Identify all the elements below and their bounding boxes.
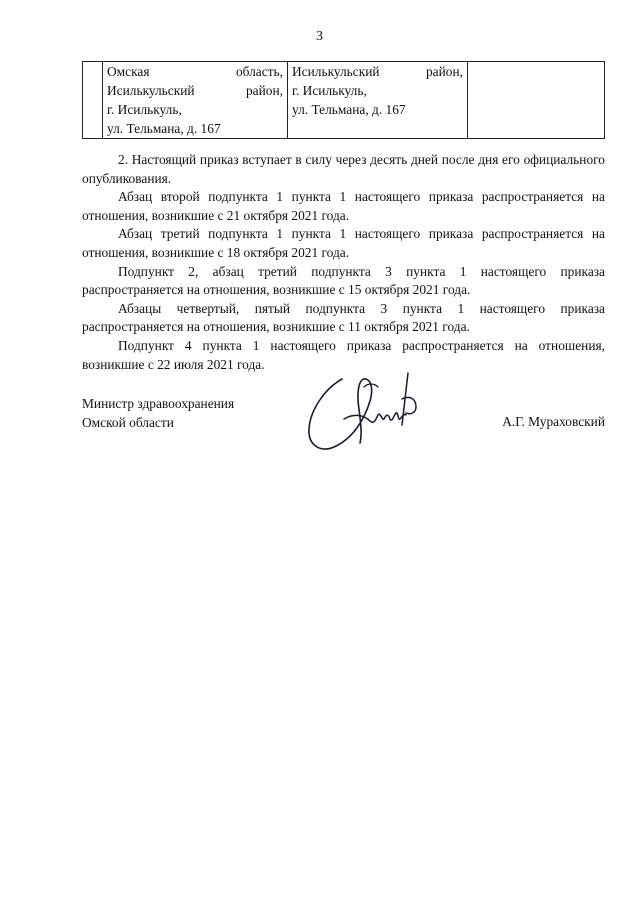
address-line: Омская область, xyxy=(107,64,283,79)
address-line: ул. Тельмана, д. 167 xyxy=(292,102,406,117)
signatory-title-line: Омской области xyxy=(82,414,174,430)
handwritten-signature-icon xyxy=(304,369,444,459)
address-line: Исилькульский район, xyxy=(107,83,283,98)
paragraph: Подпункт 4 пункта 1 настоящего приказа распространяется на отношения, возникшие с 22 июля 2021 года. xyxy=(82,337,605,372)
table-cell-address-full xyxy=(103,62,288,139)
paragraph: 2. Настоящий приказ вступает в силу через десять дней после дня его официального опубликования. xyxy=(82,152,605,186)
signatory-title-line: Министр здравоохранения xyxy=(82,396,235,411)
paragraph: Подпункт 2, абзац третий подпункта 3 пункта 1 настоящего приказа распространяется на отношения, возникшие с 15 октября 2021 года. xyxy=(82,263,605,298)
address-line: г. Исилькуль, xyxy=(107,102,182,117)
address-table xyxy=(82,61,605,139)
table-cell-empty xyxy=(468,62,605,139)
table-cell-number xyxy=(83,62,103,139)
document-body xyxy=(82,151,605,374)
signatory-title xyxy=(82,395,234,432)
address-line: ул. Тельмана, д. 167 xyxy=(107,121,221,136)
signatory-name: А.Г. Мураховский xyxy=(502,414,605,429)
paragraph: Абзац третий подпункта 1 пункта 1 настоящего приказа распространяется на отношения, возникшие с 18 октября 2021 года. xyxy=(82,226,605,260)
paragraph: Абзац второй подпункта 1 пункта 1 настоящего приказа распространяется на отношения, возникшие с 21 октября 2021 года. xyxy=(82,189,605,223)
signature-block xyxy=(82,395,605,465)
address-line: г. Исилькуль, xyxy=(292,83,367,98)
paragraph: Абзацы четвертый, пятый подпункта 3 пункта 1 настоящего приказа распространяется на отношения, возникшие с 11 октября 2021 года. xyxy=(82,300,605,335)
table-row xyxy=(83,62,605,139)
table-cell-address-short xyxy=(288,62,468,139)
page-number: 3 xyxy=(316,29,323,44)
address-line: Исилькульский район, xyxy=(292,64,463,79)
